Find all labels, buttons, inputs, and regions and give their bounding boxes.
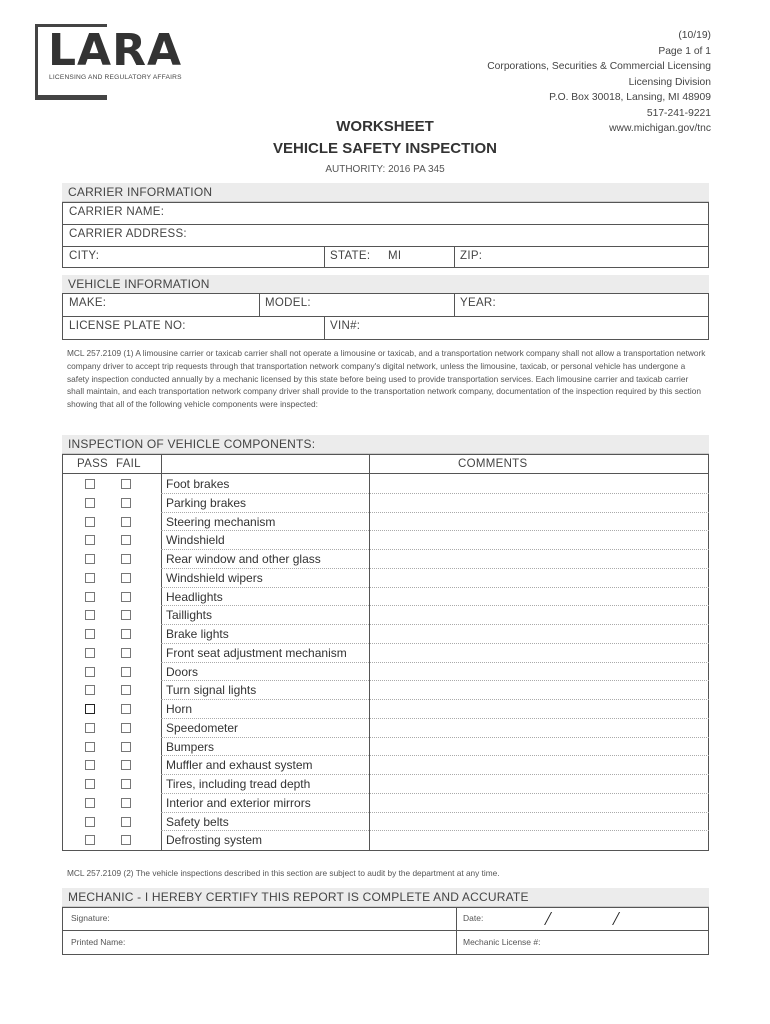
divider [456,907,457,955]
carrier-section-header [62,183,709,202]
year-field[interactable]: YEAR: [460,297,497,309]
divider [454,293,455,316]
comment-cell[interactable] [370,794,709,812]
comment-cell[interactable] [370,644,709,662]
comment-cell[interactable] [370,813,709,831]
printed-name-field[interactable]: Printed Name: [71,937,126,947]
fail-checkbox[interactable] [121,835,131,845]
comment-cell[interactable] [370,831,709,849]
component-label: Horn [166,702,193,716]
component-label: Foot brakes [166,477,230,491]
mechanic-box [62,907,709,955]
vehicle-section-title: VEHICLE INFORMATION [68,277,210,291]
phone-number: 517-241-9221 [646,107,711,119]
audit-statute: MCL 257.2109 (2) The vehicle inspections described in this section are subject to audit by the department at any time. [67,868,500,878]
state-field: STATE: [330,250,371,262]
component-label: Parking brakes [166,495,247,510]
comment-cell[interactable] [370,475,709,493]
table-row [62,775,709,794]
inspection-section-title: INSPECTION OF VEHICLE COMPONENTS: [68,437,316,451]
pass-checkbox[interactable] [85,629,95,639]
component-label: Muffler and exhaust system [166,758,313,773]
comment-cell[interactable] [370,738,709,756]
pass-checkbox[interactable] [85,610,95,620]
table-row [62,513,709,532]
zip-field[interactable]: ZIP: [460,250,483,262]
logo-subtitle: LICENSING AND REGULATORY AFFAIRS [49,74,182,81]
component-label: Headlights [166,589,223,604]
comment-cell[interactable] [370,588,709,606]
pass-checkbox[interactable] [85,723,95,733]
fail-checkbox[interactable] [121,479,131,489]
logo-underline [35,95,107,100]
comment-cell[interactable] [370,513,709,531]
comment-cell[interactable] [370,625,709,643]
comment-cell[interactable] [370,700,709,718]
comment-cell[interactable] [370,494,709,512]
fail-checkbox[interactable] [121,554,131,564]
divider [62,930,709,931]
fail-checkbox[interactable] [121,760,131,770]
divider [62,246,709,247]
pass-column-header: PASS [77,458,109,470]
component-label: Speedometer [166,720,239,735]
divider [454,246,455,268]
component-label: Turn signal lights [166,683,257,698]
comment-cell[interactable] [370,663,709,681]
carrier-section-title: CARRIER INFORMATION [68,185,213,199]
page-number: Page 1 of 1 [658,45,711,57]
fail-checkbox[interactable] [121,742,131,752]
license-plate-field[interactable]: LICENSE PLATE NO: [69,320,186,332]
table-row [62,681,709,700]
fail-checkbox[interactable] [121,517,131,527]
po-box: P.O. Box 30018, Lansing, MI 48909 [549,92,711,103]
pass-checkbox[interactable] [85,835,95,845]
carrier-address-field[interactable]: CARRIER ADDRESS: [69,228,187,240]
date-separator: / [613,908,619,930]
divider [62,224,709,225]
comment-cell[interactable] [370,606,709,624]
fail-checkbox[interactable] [121,610,131,620]
fail-checkbox[interactable] [121,685,131,695]
table-row [62,625,709,644]
make-field[interactable]: MAKE: [69,297,107,309]
mechanic-section-title: MECHANIC - I HEREBY CERTIFY THIS REPORT IS COMPLETE AND ACCURATE [68,890,529,904]
component-label: Taillights [166,608,213,623]
table-row [62,644,709,663]
form-date: (10/19) [678,30,711,41]
comment-cell[interactable] [370,681,709,699]
component-label: Doors [166,664,199,679]
fail-checkbox[interactable] [121,723,131,733]
pass-checkbox[interactable] [85,798,95,808]
state-value[interactable]: MI [388,250,402,262]
divider [259,293,260,316]
component-label: Tires, including tread depth [166,777,311,791]
table-row [62,663,709,682]
page-title: WORKSHEET [336,118,434,135]
component-label: Bumpers [166,739,215,754]
table-row [62,756,709,775]
pass-checkbox[interactable] [85,817,95,827]
mechanic-section-header [62,888,709,907]
logo-word: LARA [48,25,183,76]
pass-checkbox[interactable] [85,592,95,602]
fail-checkbox[interactable] [121,648,131,658]
component-label: Windshield [166,533,225,548]
date-separator: / [545,908,551,930]
division-name: Licensing Division [628,76,711,88]
divider [62,316,709,317]
component-label: Windshield wipers [166,570,263,585]
divider [324,316,325,340]
fail-checkbox[interactable] [121,535,131,545]
fail-checkbox[interactable] [121,629,131,639]
pass-checkbox[interactable] [85,554,95,564]
component-label: Front seat adjustment mechanism [166,645,347,660]
comments-column-header: COMMENTS [458,458,528,470]
fail-checkbox[interactable] [121,779,131,789]
website-link[interactable]: www.michigan.gov/tnc [609,123,711,134]
component-label: Brake lights [166,627,229,641]
comment-cell[interactable] [370,531,709,549]
component-label: Defrosting system [166,833,263,848]
pass-checkbox[interactable] [85,667,95,677]
pass-checkbox[interactable] [85,573,95,583]
pass-checkbox[interactable] [85,742,95,752]
fail-column-header: FAIL [116,458,141,470]
fail-checkbox[interactable] [121,667,131,677]
vehicle-section-header [62,275,709,294]
page-subtitle: VEHICLE SAFETY INSPECTION [273,140,497,157]
component-label: Interior and exterior mirrors [166,795,311,810]
table-row [62,719,709,738]
table-row [62,569,709,588]
component-label: Safety belts [166,814,229,829]
mechanic-license-field[interactable]: Mechanic License #: [463,937,541,947]
pass-checkbox[interactable] [85,648,95,658]
table-row [62,738,709,757]
table-row [62,550,709,569]
carrier-name-field[interactable]: CARRIER NAME: [69,206,165,218]
table-row [62,700,709,719]
pass-checkbox[interactable] [85,685,95,695]
fail-checkbox[interactable] [121,798,131,808]
pass-checkbox[interactable] [85,517,95,527]
fail-checkbox[interactable] [121,498,131,508]
fail-checkbox[interactable] [121,592,131,602]
comment-cell[interactable] [370,775,709,793]
vin-field[interactable]: VIN#: [330,320,361,332]
fail-checkbox[interactable] [121,817,131,827]
table-row [62,588,709,607]
inspection-section-header [62,435,709,454]
authority-text: AUTHORITY: 2016 PA 345 [325,164,445,175]
comment-cell[interactable] [370,550,709,568]
pass-checkbox[interactable] [85,498,95,508]
pass-checkbox[interactable] [85,760,95,770]
comment-cell[interactable] [370,719,709,737]
model-field[interactable]: MODEL: [265,297,311,309]
component-label: Steering mechanism [166,514,276,529]
table-row [62,794,709,813]
comment-cell[interactable] [370,569,709,587]
component-label: Rear window and other glass [166,552,321,566]
pass-checkbox[interactable] [85,479,95,489]
date-field[interactable]: Date: [463,913,484,923]
signature-field[interactable]: Signature: [71,913,110,923]
table-row [62,531,709,550]
bureau-name: Corporations, Securities & Commercial Licensing [487,61,711,72]
city-field[interactable]: CITY: [69,250,100,262]
pass-checkbox[interactable] [85,535,95,545]
table-row [62,606,709,625]
table-row [62,494,709,513]
fail-checkbox[interactable] [121,704,131,714]
statute-paragraph: MCL 257.2109 (1) A limousine carrier or taxicab carrier shall not operate a limousine or taxicab, and a transportation network company shall not allow a transportation network company driver to accept trip requests through that transportation network company's digital network, unless the limousine, taxicab, or personal vehicle has undergone a safety inspection conducted annually by a mechanic licensed by this state before being used to provide transportation services. Each limousine carrier and taxicab carrier shall maintain, and each transportation network company driver shall provide to the transportation network company, documentation of the inspection required by this section showing that all of the following vehicle components were inspected: [67,348,706,410]
table-row [62,475,709,494]
divider [324,246,325,268]
comment-cell[interactable] [370,756,709,774]
pass-checkbox[interactable] [85,704,95,714]
table-header-divider [62,473,709,474]
table-row [62,831,709,850]
fail-checkbox[interactable] [121,573,131,583]
pass-checkbox[interactable] [85,779,95,789]
table-row [62,813,709,832]
